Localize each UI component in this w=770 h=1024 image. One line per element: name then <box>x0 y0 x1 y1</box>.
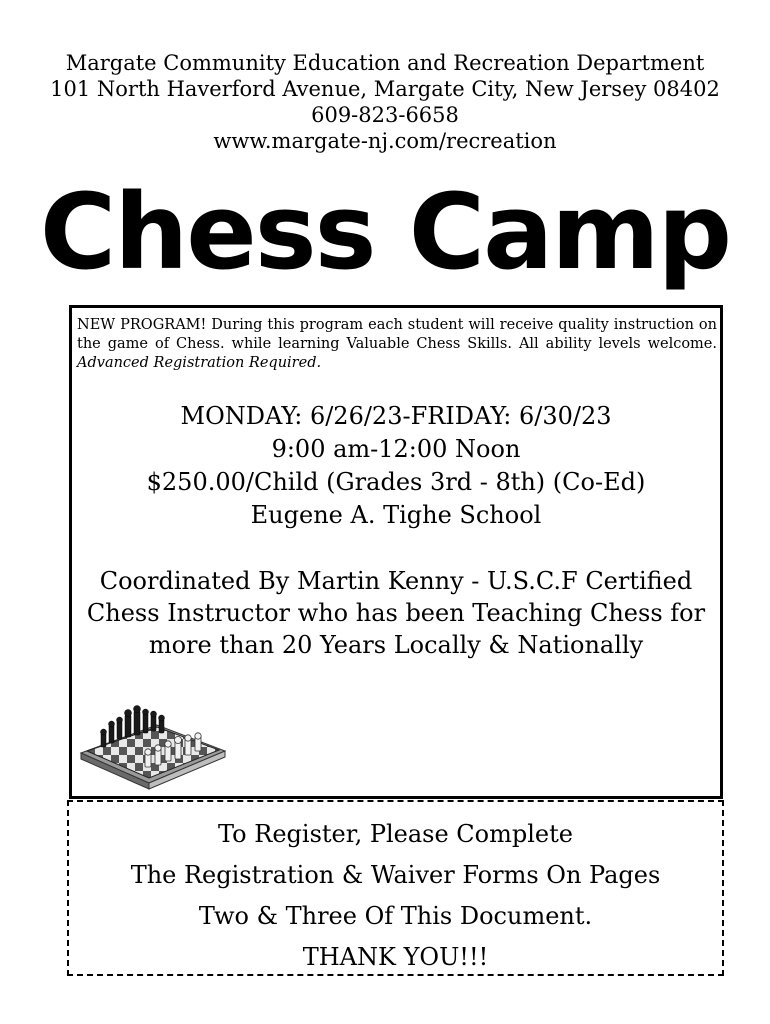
program-info-box <box>69 305 723 799</box>
registration-line: To Register, Please Complete <box>218 820 573 848</box>
page-title: Chess Camp <box>39 171 731 293</box>
org-phone: 609-823-6658 <box>311 103 459 127</box>
registration-instructions <box>69 814 722 978</box>
coordinator-line: Coordinated By Martin Kenny - U.S.C.F Certified <box>99 567 693 595</box>
registration-line: The Registration & Waiver Forms On Pages <box>130 861 661 889</box>
registration-box <box>67 800 724 976</box>
org-name: Margate Community Education and Recreation Department <box>65 51 705 75</box>
thank-you-line: THANK YOU!!! <box>302 943 489 971</box>
org-address: 101 North Haverford Avenue, Margate City, New Jersey 08402 <box>50 77 720 101</box>
coordinator-info <box>72 565 720 661</box>
program-dates: MONDAY: 6/26/23-FRIDAY: 6/30/23 <box>180 402 612 430</box>
header <box>0 50 770 154</box>
program-time: 9:00 am-12:00 Noon <box>271 435 521 463</box>
program-location: Eugene A. Tighe School <box>250 501 542 529</box>
coordinator-line: more than 20 Years Locally & Nationally <box>148 631 644 659</box>
chessboard-with-pieces-icon <box>79 691 229 791</box>
registration-line: Two & Three Of This Document. <box>198 902 593 930</box>
org-website: www.margate-nj.com/recreation <box>213 129 557 153</box>
registration-required-note: Advanced Registration Required. <box>77 355 322 371</box>
program-price: $250.00/Child (Grades 3rd - 8th) (Co-Ed) <box>146 468 646 496</box>
intro-text: NEW PROGRAM! During this program each student will receive quality instruction on the game of Chess. while learning Valuable Chess Skills. All ability levels welcome. <box>77 317 717 352</box>
coordinator-line: Chess Instructor who has been Teaching Chess for <box>86 599 706 627</box>
program-details <box>72 400 720 532</box>
program-intro <box>77 316 717 373</box>
